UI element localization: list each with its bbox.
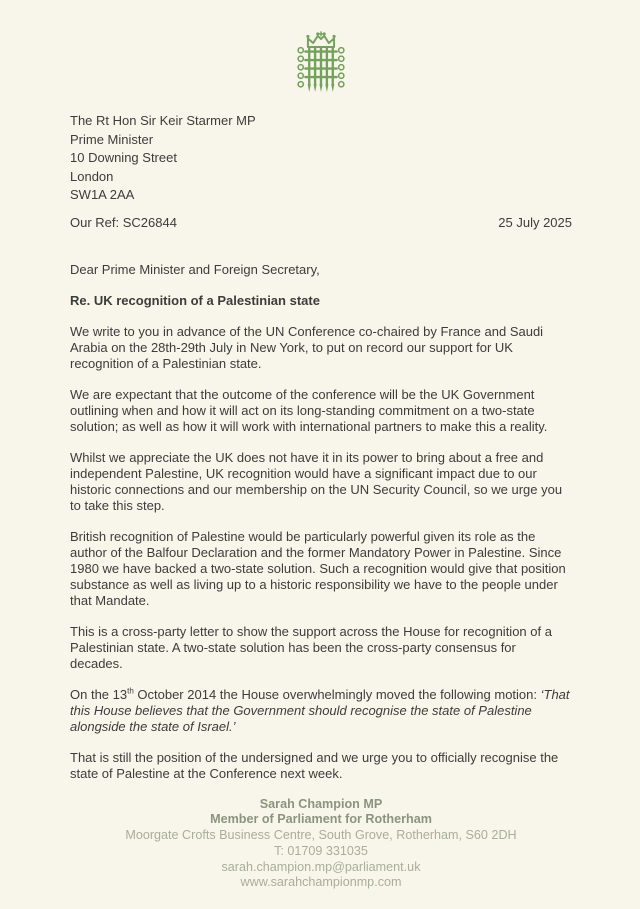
letter-date: 25 July 2025	[498, 214, 572, 230]
recipient-address	[70, 112, 572, 205]
letterhead	[70, 28, 572, 101]
recipient-line: London	[70, 168, 114, 184]
website-url[interactable]: www.sarahchampionmp.com	[240, 875, 402, 890]
motion-text-middle: October 2014 the House overwhelmingly moved the following motion:	[133, 686, 541, 702]
recipient-line: 10 Downing Street	[70, 150, 177, 165]
subject-line: Re. UK recognition of a Palestinian state	[70, 292, 320, 308]
motion-quote: ‘That this House believes that the Government should recognise the state of Palestine alongside the state of Israel.’	[70, 686, 570, 734]
body-paragraph: We are expectant that the outcome of the conference will be the UK Government outlining when and how it will act on its long-standing commitment on a two-state solution; as well as how it will work with international partners to make this a reality.	[70, 386, 548, 434]
signatory-role: Member of Parliament for Rotherham	[210, 812, 432, 827]
body-paragraph: We write to you in advance of the UN Conference co-chaired by France and Saudi Arabia on the 28th-29th July in New York, to put on record our support for UK recognition of a Palestinian state.	[70, 323, 544, 371]
motion-text-before: On the 13	[70, 686, 128, 702]
body-paragraph: This is a cross-party letter to show the support across the House for recognition of a Palestinian state. A two-state solution has been the cross-party consensus for decades.	[70, 623, 552, 671]
reference-number: Our Ref: SC26844	[70, 214, 177, 230]
body-paragraph: Whilst we appreciate the UK does not have it in its power to bring about a free and independent Palestine, UK recognition would have a significant impact due to our historic connections and our membership on the UN Security Council, so we urge you to take this step.	[70, 449, 563, 513]
reference-row	[70, 214, 572, 231]
recipient-line: SW1A 2AA	[70, 187, 135, 202]
salutation: Dear Prime Minister and Foreign Secretary,	[70, 261, 320, 277]
signature-block	[70, 797, 572, 892]
recipient-line: Prime Minister	[70, 131, 154, 147]
closing-paragraph: That is still the position of the undersigned and we urge you to officially recognise the state of Palestine at the Conference next week.	[70, 749, 559, 781]
recipient-line: The Rt Hon Sir Keir Starmer MP	[70, 113, 256, 128]
body-paragraph: British recognition of Palestine would be particularly powerful given its role as the author of the Balfour Declaration and the former Mandatory Power in Palestine. Since 1980 we have backed a two-state solution. Such a recognition would give that position substance as well as living up to a historic responsibility we have to the people under that Mandate.	[70, 528, 566, 608]
ordinal-superscript: th	[127, 686, 134, 696]
portcullis-logo	[290, 28, 352, 96]
office-phone: T: 01709 331035	[274, 843, 368, 858]
email-address[interactable]: sarah.champion.mp@parliament.uk	[221, 859, 421, 874]
motion-paragraph	[70, 687, 572, 735]
office-address: Moorgate Crofts Business Centre, South Grove, Rotherham, S60 2DH	[125, 828, 517, 843]
signatory-name: Sarah Champion MP	[259, 796, 383, 811]
